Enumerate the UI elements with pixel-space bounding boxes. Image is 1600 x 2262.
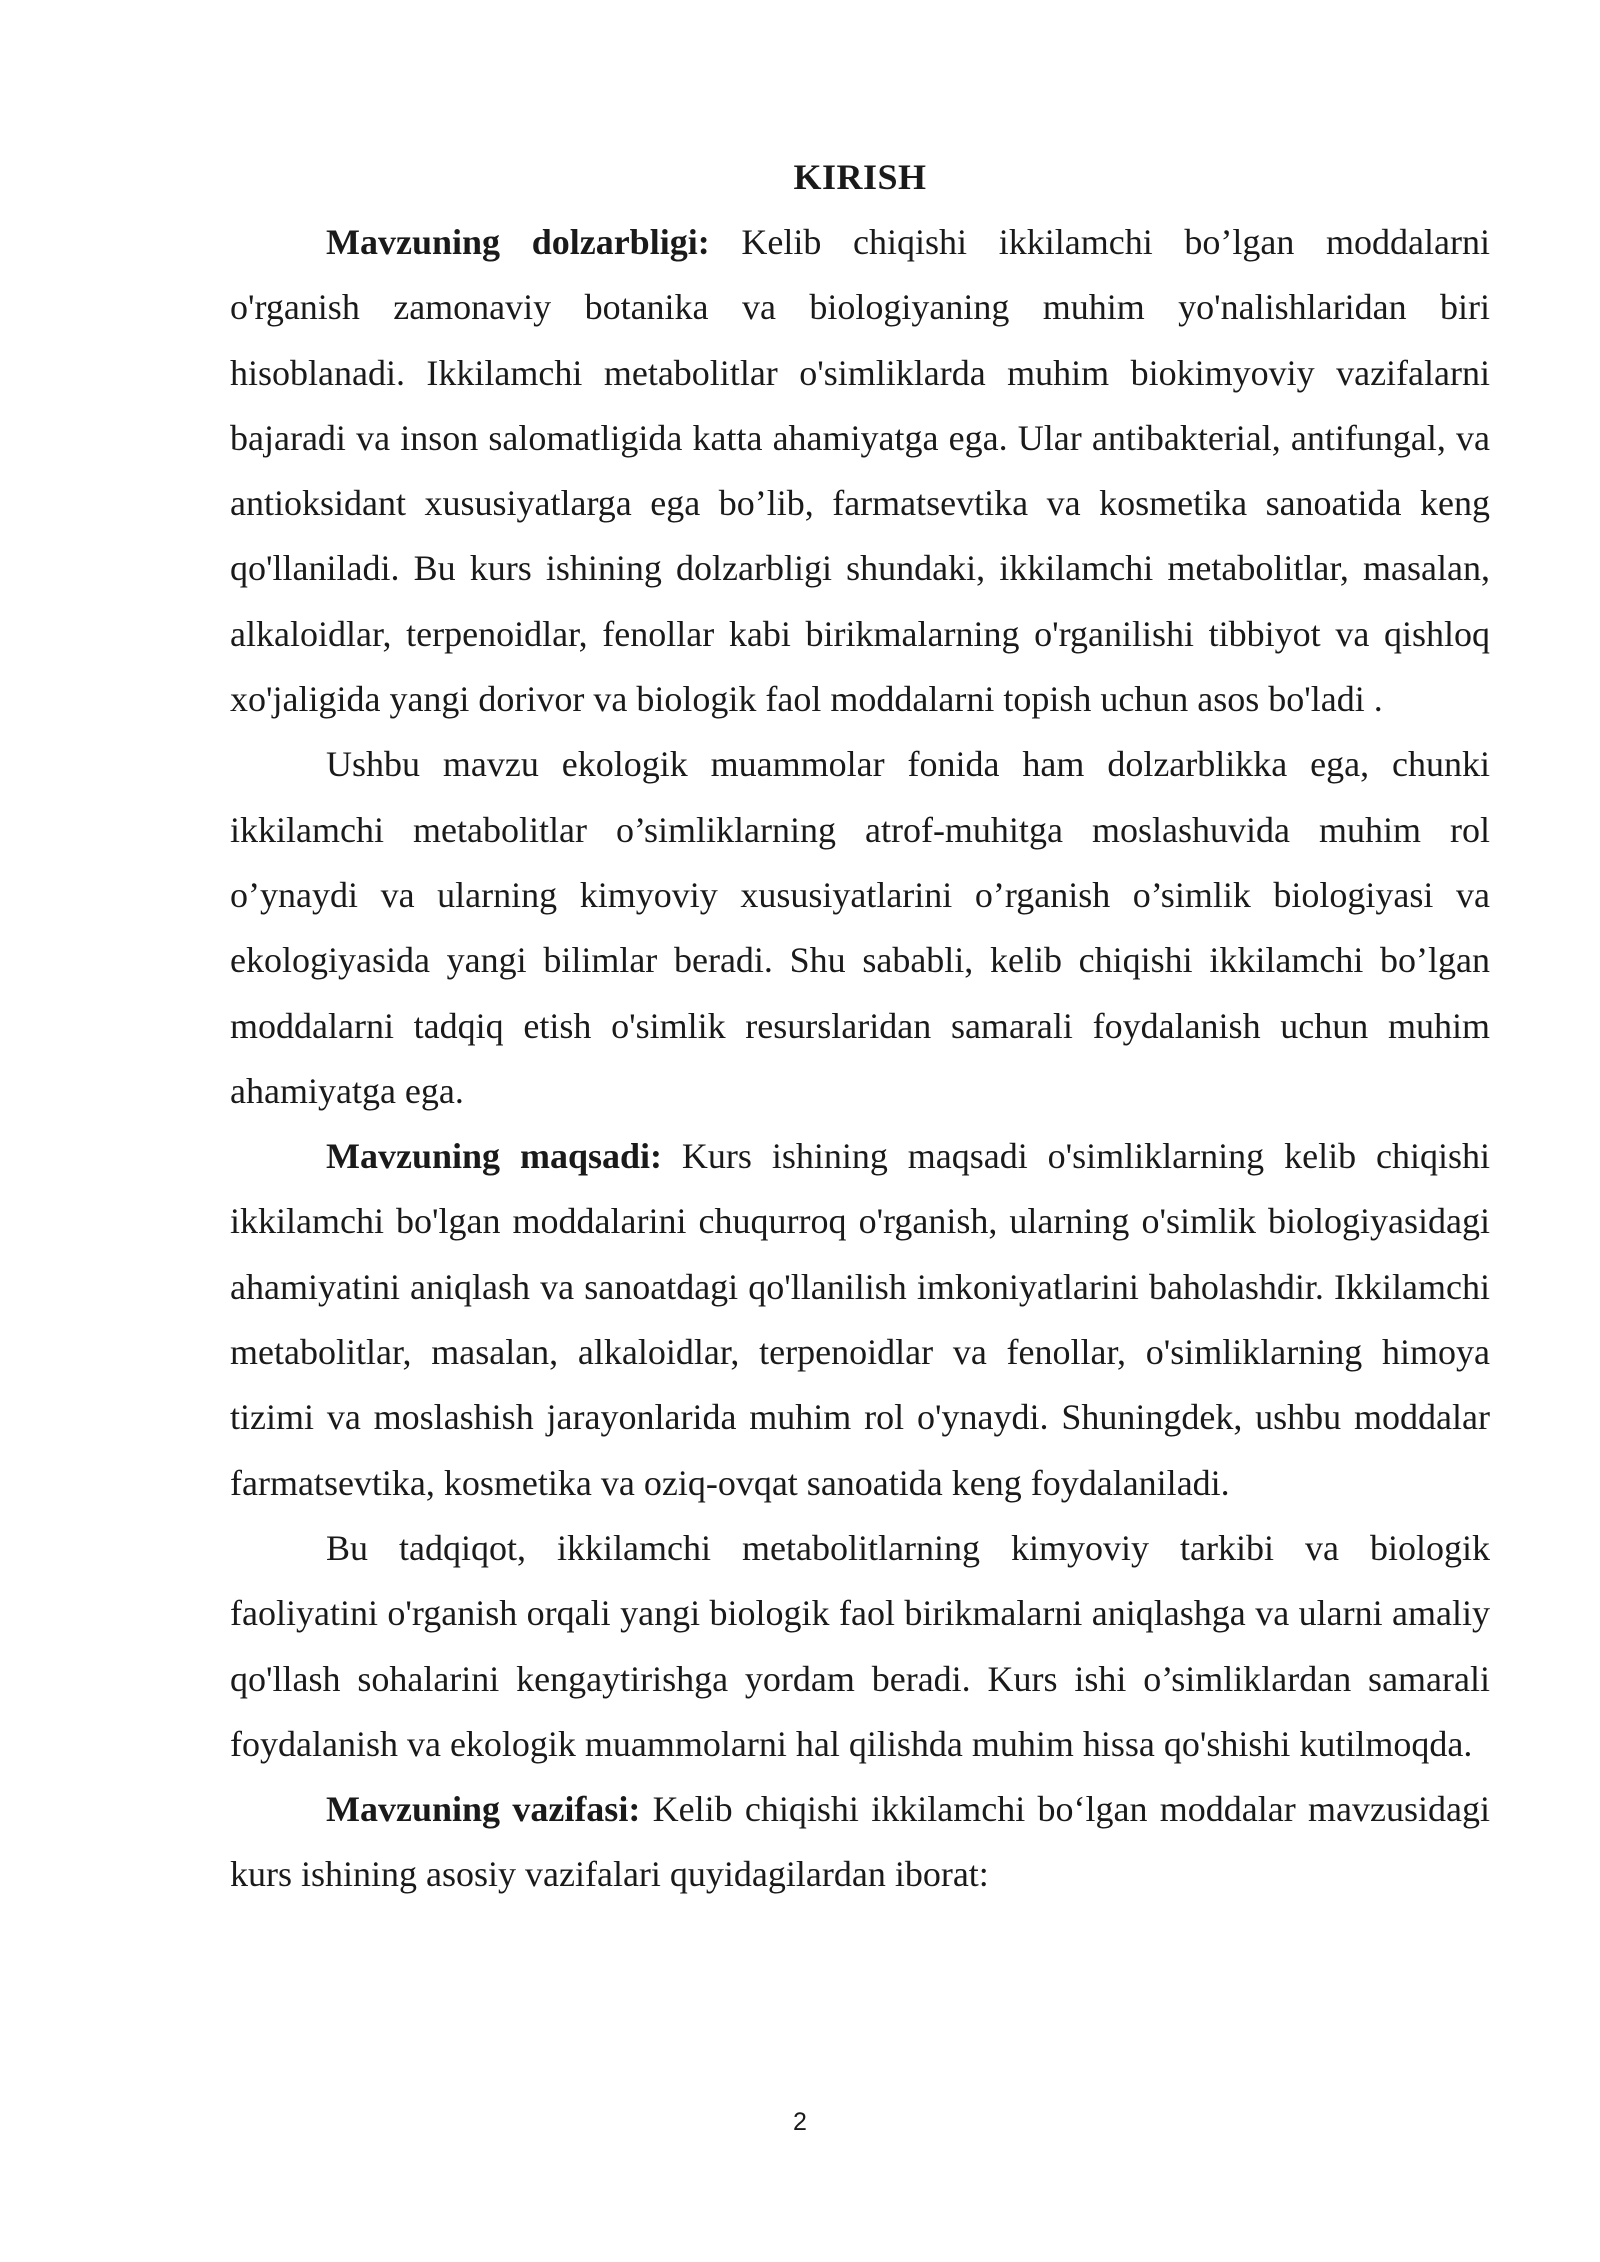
paragraph-lead: Mavzuning maqsadi: xyxy=(326,1136,662,1177)
paragraph-goal xyxy=(230,1124,1490,1516)
paragraph-text: Kurs ishining maqsadi o'simliklarning kelib chiqishi ikkilamchi bo'lgan moddalarini chuqurroq o'rganish, ularning o'simlik biologiyasidagi ahamiyatini aniqlash va sanoatdagi qo'llanilish imkoniyatlarini baholashdir. Ikkilamchi metabolitlar, masalan, alkaloidlar, terpenoidlar va fenollar, o'simliklarning himoya tizimi va moslashish jarayonlarida muhim rol o'ynaydi. Shuningdek, ushbu moddalar farmatsevtika, kosmetika va oziq-ovqat sanoatida keng foydalaniladi. xyxy=(230,1136,1490,1503)
paragraph-lead: Mavzuning dolzarbligi: xyxy=(326,222,710,262)
paragraph-text: Kelib chiqishi ikkilamchi bo’lgan moddalarni o'rganish zamonaviy botanika va biologiyaning muhim yo'nalishlaridan biri hisoblanadi. Ikkilamchi metabolitlar o'simliklarda muhim biokimyoviy vazifalarni bajaradi va inson salomatligida katta ahamiyatga ega. Ular antibakterial, antifungal, va antioksidant xususiyatlarga ega bo’lib, farmatsevtika va kosmetika sanoatida keng qo'llaniladi. Bu kurs ishining dolzarbligi shundaki, ikkilamchi metabolitlar, masalan, alkaloidlar, terpenoidlar, fenollar kabi birikmalarning o'rganilishi tibbiyot va qishloq xo'jaligida yangi dorivor va biologik faol moddalarni topish uchun asos bo'ladi . xyxy=(230,222,1490,720)
paragraph-relevance xyxy=(230,210,1490,732)
paragraph-research xyxy=(230,1516,1490,1777)
page-title: KIRISH xyxy=(793,157,927,197)
paragraph-text: Ushbu mavzu ekologik muammolar fonida ham dolzarblikka ega, chunki ikkilamchi metabolitlar o’simliklarning atrof-muhitga moslashuvida muhim rol o’ynaydi va ularning kimyoviy xususiyatlarini o’rganish o’simlik biologiyasi va ekologiyasida yangi bilimlar beradi. Shu sababli, kelib chiqishi ikkilamchi bo’lgan moddalarni tadqiq etish o'simlik resurslaridan samarali foydalanish uchun muhim ahamiyatga ega. xyxy=(230,744,1490,1111)
paragraph-text: Kelib chiqishi ikkilamchi bo‘lgan moddalar mavzusidagi kurs ishining asosiy vazifalari quyidagilardan iborat: xyxy=(230,1789,1490,1895)
paragraph-ecology xyxy=(230,732,1490,1124)
paragraph-tasks xyxy=(230,1777,1490,1908)
paragraph-lead: Mavzuning vazifasi: xyxy=(326,1789,641,1830)
paragraph-text: Bu tadqiqot, ikkilamchi metabolitlarning kimyoviy tarkibi va biologik faoliyatini o'rganish orqali yangi biologik faol birikmalarni aniqlashga va ularni amaliy qo'llash sohalarini kengaytirishga yordam beradi. Kurs ishi o’simliklardan samarali foydalanish va ekologik muammolarni hal qilishda muhim hissa qo'shishi kutilmoqda. xyxy=(230,1527,1490,1764)
page-number: 2 xyxy=(793,2108,807,2136)
page-content xyxy=(230,145,1490,1908)
